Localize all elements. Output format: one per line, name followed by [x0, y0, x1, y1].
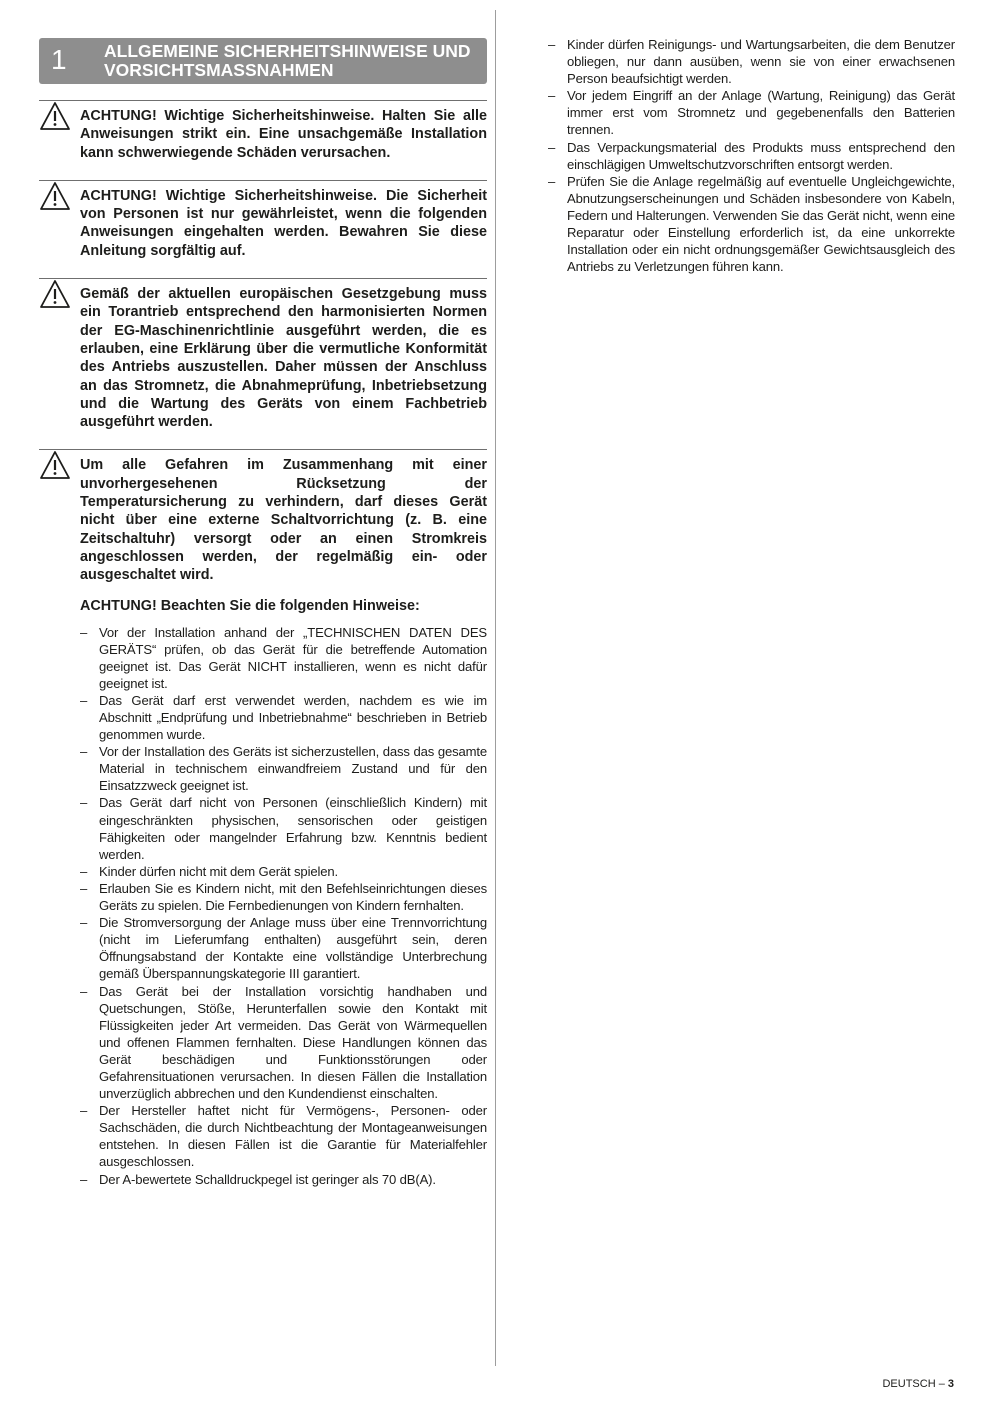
dash: –: [80, 863, 88, 879]
list-item: [39, 863, 487, 880]
list-item-text: Der A-bewertete Schalldruckpegel ist geringer als 70 dB(A).: [99, 1171, 436, 1187]
warning-block: [39, 278, 487, 431]
list-item: [39, 880, 487, 914]
dash: –: [80, 744, 88, 760]
note-heading: ACHTUNG! Beachten Sie die folgenden Hinweise:: [80, 597, 420, 614]
dash: –: [80, 880, 88, 896]
dash: –: [80, 983, 88, 999]
dash: –: [80, 915, 88, 931]
left-column: [39, 38, 487, 1188]
warning-block: [39, 100, 487, 162]
list-item: [545, 36, 955, 87]
list-item-text: Erlauben Sie es Kindern nicht, mit den Befehlseinrichtungen dieses Geräts zu spielen. Die Fernbedienungen von Kindern fernhalten.: [99, 880, 487, 914]
warning-text: Um alle Gefahren im Zusammenhang mit einer unvorhergesehenen Rücksetzung der Temperatursicherung zu verhindern, darf dieses Gerät nicht über eine externe Schaltvorrichtung (z. B. eine Zeitschaltuhr) versorgt oder an einen Stromkreis angeschlossen werden, der regelmäßig ein- oder ausgeschaltet wird.: [80, 457, 487, 584]
list-item-text: Die Stromversorgung der Anlage muss über eine Trennvorrichtung (nicht im Lieferumfang enthalten) ausgeführt sein, deren Öffnungsabstand der Kontakte eine vollständige Unterbrechung gemäß Überspannungskategorie III garantiert.: [99, 915, 487, 982]
list-item: [39, 794, 487, 862]
list-item-text: Vor jedem Eingriff an der Anlage (Wartung, Reinigung) das Gerät immer erst vom Stromnetz und gegebenenfalls den Batterien trennen.: [567, 88, 955, 138]
warning-text: ACHTUNG! Wichtige Sicherheitshinweise. Die Sicherheit von Personen ist nur gewährleistet, wenn die folgenden Anweisungen eingehalten werden. Bewahren Sie diese Anleitung sorgfältig auf.: [80, 187, 487, 259]
list-item: [545, 173, 955, 276]
warning-block: [39, 180, 487, 260]
list-item-text: Kinder dürfen Reinigungs- und Wartungsarbeiten, die dem Benutzer obliegen, nur dann ausüben, wenn sie von einer erwachsenen Person beaufsichtigt werden.: [567, 37, 955, 87]
dash: –: [548, 139, 556, 155]
right-column: [545, 36, 955, 275]
dash: –: [548, 37, 556, 52]
warning-triangle-icon: [39, 101, 71, 131]
section-title: ALLGEMEINE SICHERHEITSHINWEISE UND VORSICHTSMASSNAHMEN: [104, 41, 471, 80]
list-item: [545, 139, 955, 173]
warning-triangle-icon: [39, 279, 71, 309]
warning-block: [39, 449, 487, 584]
safety-list: [39, 624, 487, 1188]
list-item: [545, 87, 955, 138]
warning-text: Gemäß der aktuellen europäischen Gesetzgebung muss ein Torantrieb entsprechend den harmonisierten Normen der EG-Maschinenrichtlinie ausgeführt werden, die es erlauben, eine Erklärung über die vermutliche Konformität des Antriebs auszustellen. Daher müssen der Anschluss an das Stromnetz, die Abnahmeprüfung, Inbetriebsetzung und die Wartung des Geräts von einem Fachbetrieb ausgeführt werden.: [80, 286, 487, 431]
warning-text: ACHTUNG! Wichtige Sicherheitshinweise. Halten Sie alle Anweisungen strikt ein. Eine unsachgemäße Installation kann schwerwiegende Schäden verursachen.: [80, 108, 487, 161]
section-number: 1: [51, 44, 67, 75]
safety-list-continued: [545, 36, 955, 275]
list-item: [39, 1171, 487, 1188]
list-item-text: Prüfen Sie die Anlage regelmäßig auf eventuelle Ungleichgewichte, Abnutzungserscheinungen und Schäden insbesondere von Kabeln, Federn und Halterungen. Verwenden Sie das Gerät nicht, wenn eine Reparatur oder Einstellung erforderlich ist, da eine unkorrekte Installation oder ein nicht ordnungsgemäßer Gewichtsausgleich des Antriebs zu Verletzungen führen kann.: [567, 173, 955, 275]
list-item: [39, 743, 487, 794]
list-item-text: Vor der Installation des Geräts ist sicherzustellen, dass das gesamte Material in technischem einwandfreiem Zustand und für den Einsatzzweck geeignet ist.: [99, 744, 487, 794]
list-item-text: Vor der Installation anhand der „TECHNISCHEN DATEN DES GERÄTS“ prüfen, ob das Gerät für die betreffende Automation geeignet ist. Das Gerät NICHT installieren, wenn es nicht dafür geeignet ist.: [99, 624, 487, 691]
column-divider: [495, 10, 496, 1366]
list-item: [39, 692, 487, 743]
dash: –: [80, 1103, 88, 1119]
dash: –: [80, 1171, 88, 1187]
list-item-text: Das Verpackungsmaterial des Produkts muss entsprechend den einschlägigen Umweltschutzvorschriften entsorgt werden.: [567, 139, 955, 172]
dash: –: [80, 692, 88, 708]
list-item-text: Das Gerät bei der Installation vorsichtig handhaben und Quetschungen, Stöße, Herunterfallen sowie den Kontakt mit Flüssigkeiten jeder Art vermeiden. Das Gerät von Wärmequellen und offenen Flammen fernhalten. Diese Handlungen können das Gerät beschädigen und Funktionsstörungen oder Gefahrensituationen verursachen. In diesen Fällen die Installation unverzüglich abbrechen und den Kundendienst einschalten.: [99, 983, 487, 1102]
page-number: 3: [947, 1378, 954, 1390]
warning-triangle-icon: [39, 450, 71, 480]
list-item: [39, 983, 487, 1103]
list-item: [39, 1102, 487, 1170]
dash: –: [548, 173, 556, 189]
dash: –: [548, 88, 556, 104]
list-item: [39, 624, 487, 692]
page-footer: [882, 1378, 954, 1390]
list-item: [39, 914, 487, 982]
footer-language: DEUTSCH –: [882, 1378, 948, 1390]
list-item-text: Das Gerät darf erst verwendet werden, nachdem es wie im Abschnitt „Endprüfung und Inbetriebnahme“ beschrieben in Betrieb genommen wurde.: [99, 692, 487, 743]
dash: –: [80, 795, 88, 811]
dash: –: [80, 624, 88, 640]
list-item-text: Der Hersteller haftet nicht für Vermögens-, Personen- oder Sachschäden, die durch Nichtbeachtung der Montageanweisungen entstehen. In diesen Fällen ist die Garantie für Materialfehler ausgeschlossen.: [99, 1103, 487, 1170]
warning-triangle-icon: [39, 181, 71, 211]
section-header: [39, 38, 487, 84]
list-item-text: Das Gerät darf nicht von Personen (einschließlich Kindern) mit eingeschränkten physischen, sensorischen oder geistigen Fähigkeiten oder mangelnder Erfahrung bzw. Kenntnis bedient werden.: [99, 795, 487, 862]
list-item-text: Kinder dürfen nicht mit dem Gerät spielen.: [99, 863, 338, 879]
